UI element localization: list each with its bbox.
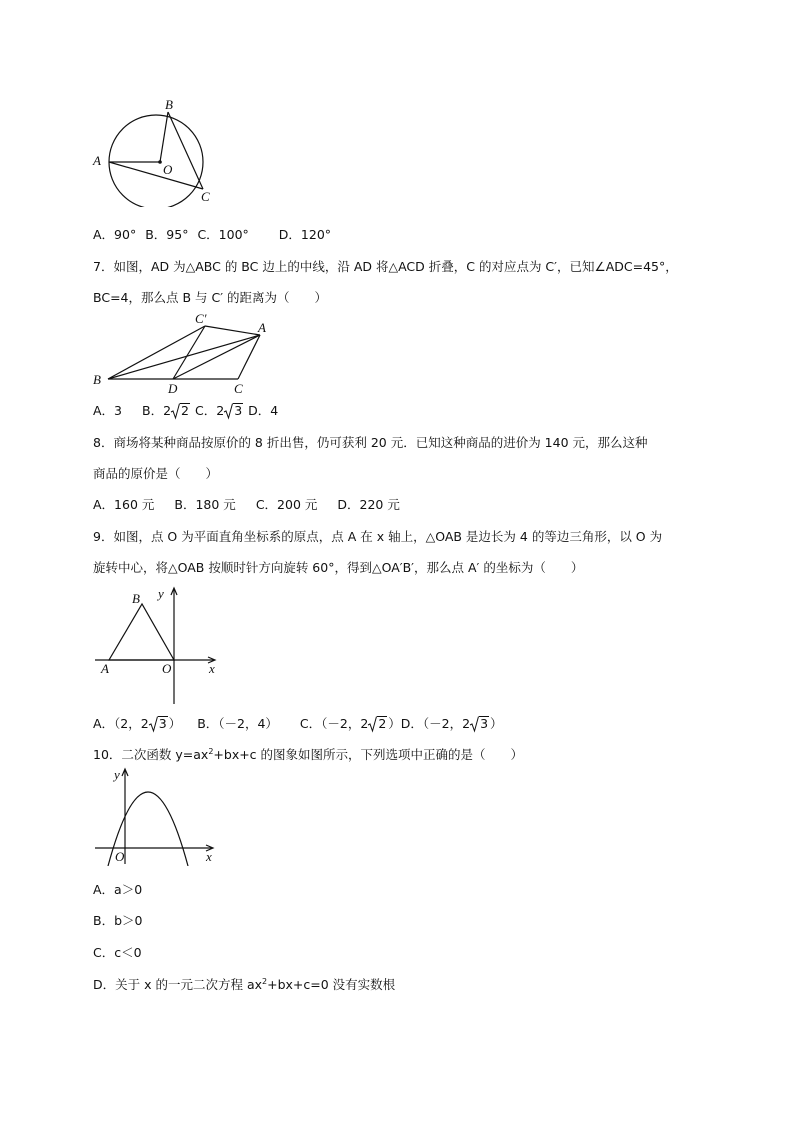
q7-option-c: C．2 3 (195, 403, 243, 418)
q10-option-b: B．b＞0 (93, 913, 143, 928)
segment-bc (168, 112, 203, 189)
sqrt-symbol: 2 (171, 403, 190, 419)
q6-option-b: B．95° (145, 227, 189, 242)
label-a: A (93, 153, 101, 168)
q7-stem-line2: BC=4，那么点 B 与 C′ 的距离为（ ） (93, 290, 328, 305)
q9-stem-line1: 9．如图，点 O 为平面直角坐标系的原点，点 A 在 x 轴上，△OAB 是边长为 4 的等边三角形，以 O 为 (93, 529, 663, 544)
label-c-prime: C′ (195, 312, 207, 326)
label-x: x (206, 849, 212, 864)
label-b: B (165, 97, 173, 112)
q6-options (93, 227, 331, 243)
q9-stem-line2: 旋转中心，将△OAB 按顺时针方向旋转 60°，得到△OA′B′，那么点 A′ 的坐标为（ ） (93, 560, 584, 575)
q6-option-d: D．120° (278, 227, 332, 242)
label-y: y (158, 586, 164, 601)
sqrt-symbol: 2 (368, 716, 387, 732)
segment-c-prime-a (205, 326, 260, 335)
triangle-oab (109, 604, 174, 660)
q7-option-d: D．4 (248, 403, 279, 418)
q10-stem: 10．二次函数 $y=ax^2+bx+c$ 的图象如图所示，下列选项中正确的是（ ） (93, 747, 524, 762)
segment-ca (238, 335, 260, 379)
q10-option-d: D．关于 x 的一元二次方程 $ax^2+bx+c=0$ 没有实数根 (93, 977, 396, 992)
q7-stem-line1: 7．如图，AD 为△ABC 的 BC 边上的中线，沿 AD 将△ACD 折叠，C 的对应点为 C′，已知∠ADC=45°， (93, 259, 678, 274)
label-b: B (93, 372, 101, 387)
circle-o (109, 115, 203, 207)
q8-option-c: C．200 元 (255, 497, 318, 512)
label-b: B (132, 591, 140, 606)
q6-circle-figure (90, 95, 220, 207)
q9-option-a: A．（2，2 3 ） (93, 716, 182, 731)
label-o: O (162, 661, 172, 676)
q7-option-a: A．3 (93, 403, 123, 418)
q10-option-c: C．c＜0 (93, 945, 142, 960)
sqrt-symbol: 3 (149, 716, 168, 732)
segment-ob (160, 112, 168, 162)
label-o: O (115, 849, 125, 864)
q7-parallelogram-figure (90, 312, 270, 398)
segment-ba (108, 335, 260, 379)
segment-b-c-prime (108, 326, 205, 379)
sqrt-symbol: 3 (470, 716, 489, 732)
q10-parabola-figure (92, 766, 222, 866)
q9-option-c: C．（－2，2 2 ） (299, 716, 401, 731)
q7-options (93, 403, 278, 419)
q9-option-d: D．（－2，2 3 ） (400, 716, 503, 731)
label-a: A (101, 661, 109, 676)
label-a: A (258, 320, 266, 335)
q6-option-c: C．100° (197, 227, 249, 242)
q8-option-b: B．180 元 (174, 497, 236, 512)
segment-ac (109, 162, 203, 189)
label-x: x (209, 661, 215, 676)
q8-stem-line2: 商品的原价是（ ） (93, 466, 219, 481)
q8-options (93, 497, 400, 513)
q8-stem-line1: 8．商场将某种商品按原价的 8 折出售，仍可获利 20 元．已知这种商品的进价为 140 元，那么这种 (93, 435, 648, 450)
q9-coordinate-figure (92, 586, 222, 708)
label-o: O (163, 162, 173, 177)
q6-option-a: A．90° (93, 227, 137, 242)
q7-option-b: B．2 2 (142, 403, 189, 418)
q9-option-b: B．（－2，4） (197, 716, 278, 731)
q9-options (93, 716, 503, 732)
q8-option-d: D．220 元 (337, 497, 400, 512)
label-d: D (168, 381, 178, 396)
label-c: C (234, 381, 243, 396)
center-point (158, 160, 162, 164)
label-y: y (114, 767, 120, 782)
label-c: C (201, 189, 210, 204)
q8-option-a: A．160 元 (93, 497, 155, 512)
sqrt-symbol: 3 (224, 403, 243, 419)
q10-option-a: A．a＞0 (93, 882, 143, 897)
